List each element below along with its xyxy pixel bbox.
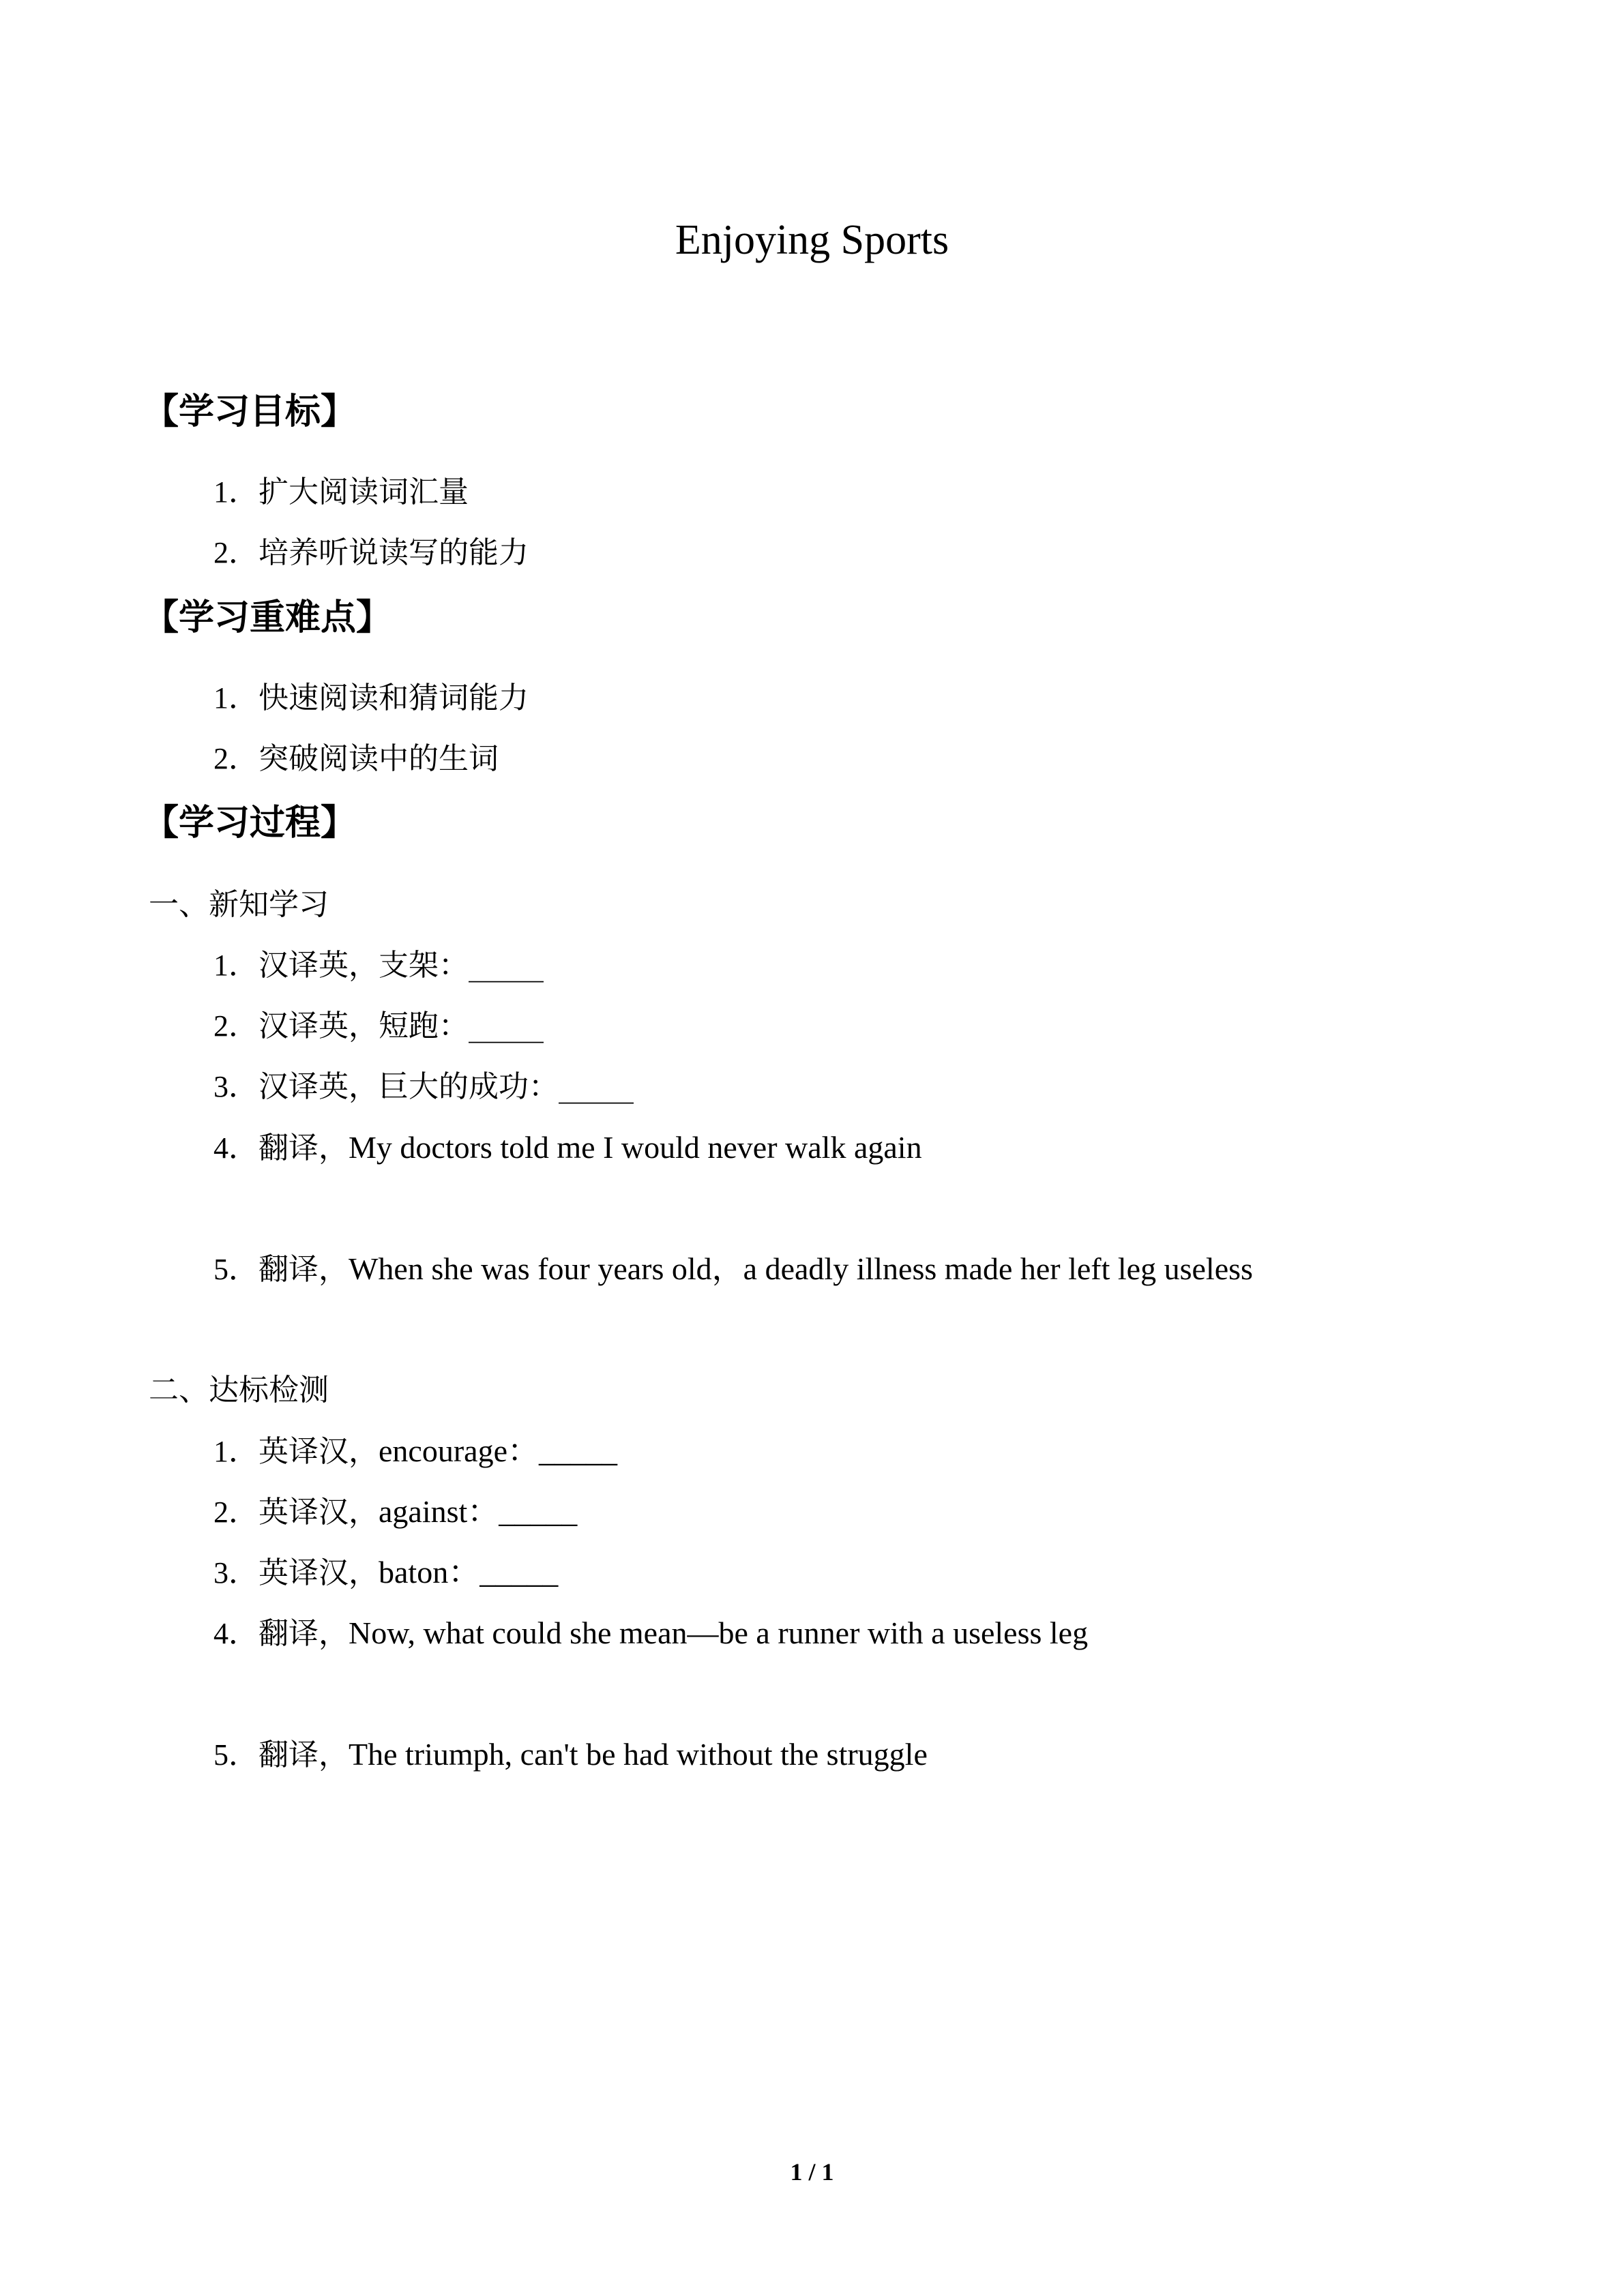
item-number: 4． [213, 1131, 259, 1165]
key-point-item [213, 739, 499, 779]
item-number: 2． [213, 742, 259, 775]
item-content: My doctors told me I would never walk again [349, 1130, 922, 1165]
subsection-heading-new-knowledge: 一、新知学习 [149, 887, 329, 922]
item-number: 1． [213, 681, 259, 715]
goal-item [213, 472, 469, 513]
item-content: 短跑：_____ [379, 1009, 544, 1043]
key-point-item [213, 678, 529, 719]
exercise-item [213, 1552, 558, 1594]
item-prefix: 英译汉， [259, 1495, 379, 1530]
exercise-item [213, 1431, 617, 1472]
item-number: 1． [213, 1435, 259, 1468]
item-prefix: 汉译英， [259, 1069, 379, 1104]
page-indicator: 1 / 1 [790, 2158, 834, 2186]
item-prefix: 翻译， [259, 1252, 349, 1287]
item-text: 快速阅读和猜词能力 [259, 681, 529, 715]
item-prefix: 翻译， [259, 1131, 349, 1165]
item-number: 3． [213, 1070, 259, 1103]
goal-item [213, 533, 529, 573]
item-content: baton：_____ [379, 1555, 559, 1590]
section-heading-process: 【学习过程】 [143, 803, 357, 844]
subsection-heading-assessment: 二、达标检测 [149, 1373, 329, 1407]
item-text: 突破阅读中的生词 [259, 741, 499, 776]
item-number: 1． [213, 949, 259, 982]
exercise-item [213, 1127, 922, 1169]
section-heading-goals: 【学习目标】 [143, 391, 357, 432]
item-prefix: 翻译， [259, 1738, 349, 1772]
document-title: Enjoying Sports [675, 217, 949, 263]
item-content: When she was four years old，a deadly illness made her left leg useless [349, 1251, 1253, 1286]
item-prefix: 汉译英， [259, 1009, 379, 1043]
exercise-item [213, 1613, 1088, 1654]
exercise-item [213, 945, 544, 986]
item-number: 5． [213, 1738, 259, 1772]
item-number: 1． [213, 475, 259, 509]
item-content: 巨大的成功：_____ [379, 1069, 634, 1104]
exercise-item [213, 1491, 577, 1533]
item-prefix: 英译汉， [259, 1434, 379, 1469]
item-content: The triumph, can't be had without the struggle [349, 1737, 928, 1772]
exercise-item [213, 1734, 928, 1776]
item-prefix: 英译汉， [259, 1555, 379, 1590]
item-content: encourage：_____ [379, 1433, 617, 1468]
exercise-item [213, 1067, 634, 1107]
item-text: 扩大阅读词汇量 [259, 475, 469, 509]
item-content: 支架：_____ [379, 948, 544, 983]
item-number: 2． [213, 536, 259, 569]
item-number: 3． [213, 1556, 259, 1590]
item-prefix: 翻译， [259, 1616, 349, 1651]
section-heading-key-points: 【学习重难点】 [143, 597, 392, 638]
item-content: against：_____ [379, 1494, 578, 1529]
exercise-item [213, 1249, 1253, 1290]
exercise-item [213, 1006, 544, 1047]
item-prefix: 汉译英， [259, 948, 379, 983]
item-content: Now, what could she mean—be a runner with a useless leg [349, 1615, 1089, 1650]
item-text: 培养听说读写的能力 [259, 535, 529, 570]
item-number: 4． [213, 1617, 259, 1650]
item-number: 2． [213, 1009, 259, 1043]
item-number: 5． [213, 1253, 259, 1286]
item-number: 2． [213, 1495, 259, 1529]
